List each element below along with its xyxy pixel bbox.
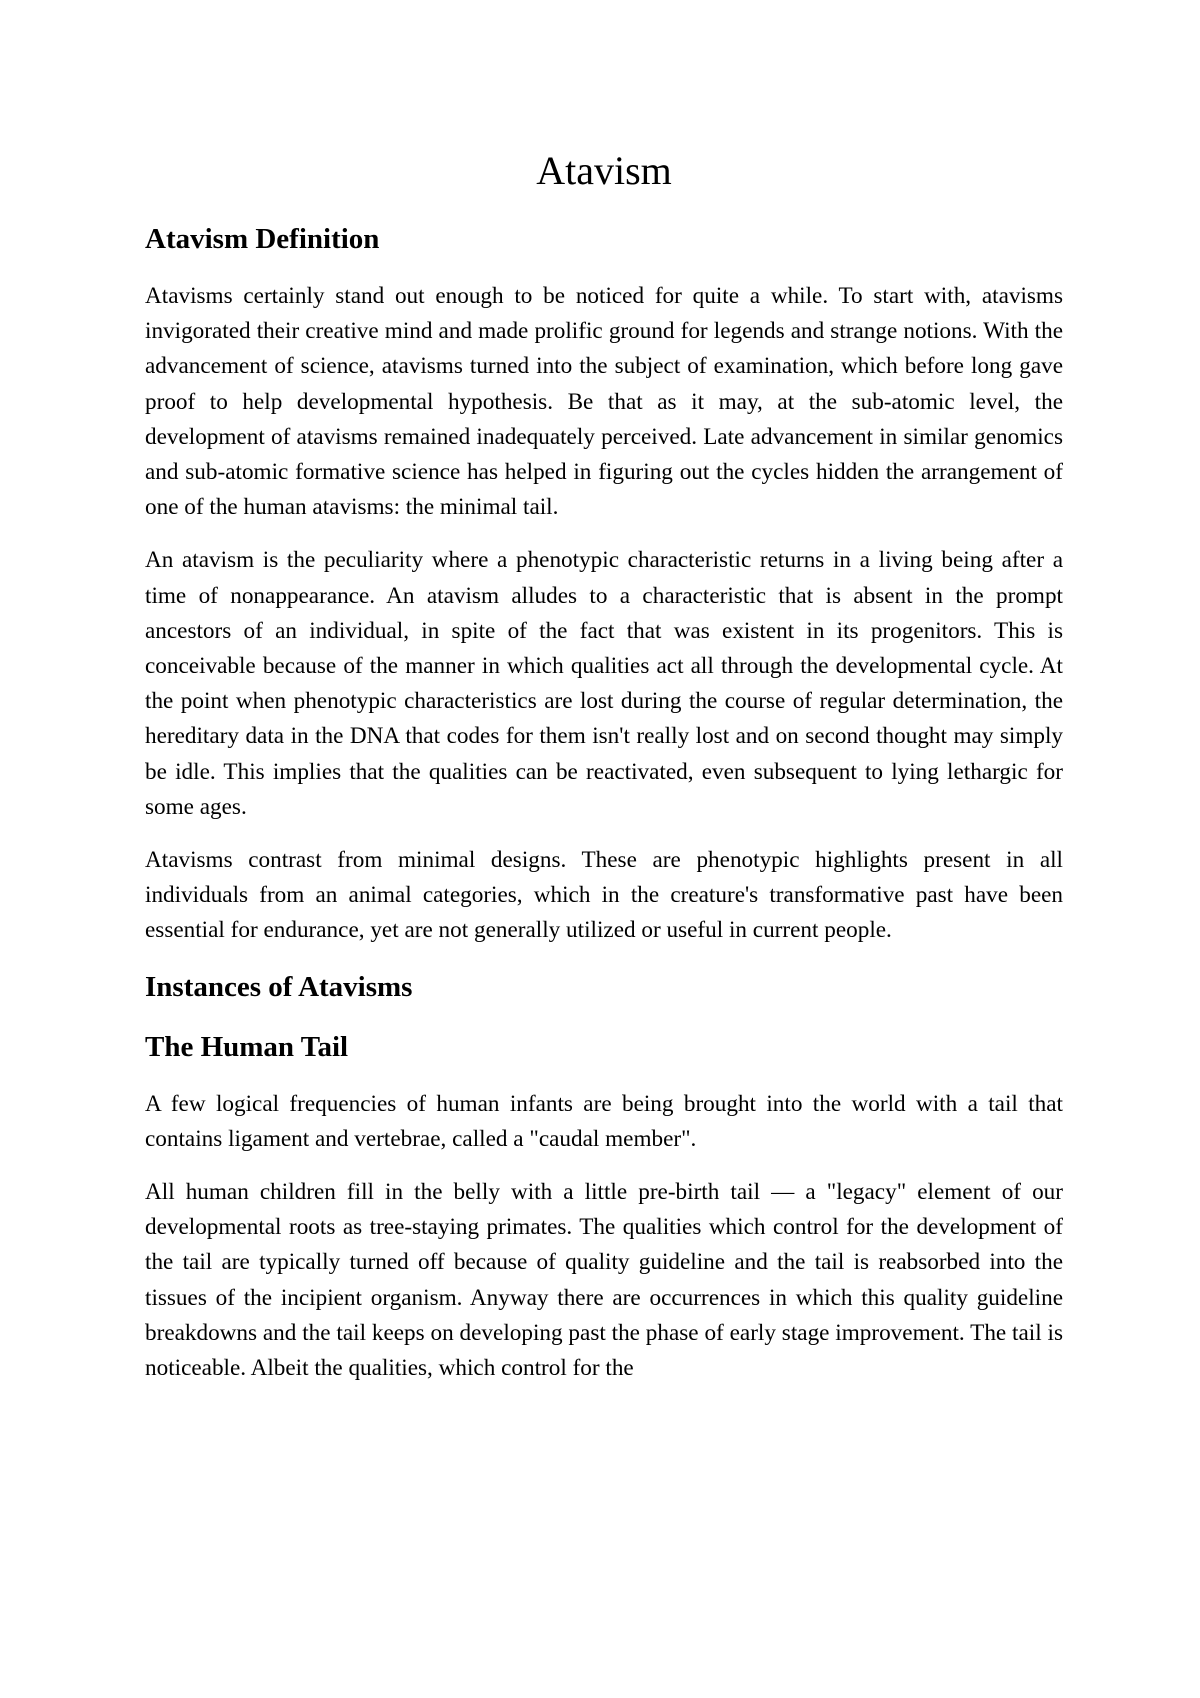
section-heading-atavism-definition: Atavism Definition <box>145 223 380 255</box>
section-heading-instances-of-atavisms: Instances of Atavisms <box>145 970 413 1003</box>
section-heading-the-human-tail: The Human Tail <box>145 1030 349 1063</box>
paragraph: Atavisms certainly stand out enough to be noticed for quite a while. To start with, atavisms invigorated their creative mind and made prolific ground for legends and strange notions. With the advancement of science, atavisms turned into the subject of examination, which before long gave proof to help developmental hypothesis. Be that as it may, at the sub-atomic level, the development of atavisms remained inadequately perceived. Late advancement in similar genomics and sub-atomic formative science has helped in figuring out the cycles hidden the arrangement of one of the human atavisms: the minimal tail. <box>145 283 1063 521</box>
paragraph: An atavism is the peculiarity where a phenotypic characteristic returns in a living being after a time of nonappearance. An atavism alludes to a characteristic that is absent in the prompt ancestors of an individual, in spite of the fact that was existent in its progenitors. This is conceivable because of the manner in which qualities act all through the developmental cycle. At the point when phenotypic characteristics are lost during the course of regular determination, the hereditary data in the DNA that codes for them isn't really lost and on second thought may simply be idle. This implies that the qualities can be reactivated, even subsequent to lying lethargic for some ages. <box>145 547 1063 820</box>
paragraph: Atavisms contrast from minimal designs. These are phenotypic highlights present in all individuals from an animal categories, which in the creature's transformative past have been essential for endurance, yet are not generally utilized or useful in current people. <box>145 847 1063 944</box>
paragraph: A few logical frequencies of human infants are being brought into the world with a tail that contains ligament and vertebrae, called a "caudal member". <box>145 1090 1063 1152</box>
document-page <box>145 145 1063 1404</box>
document-title: Atavism <box>536 148 672 193</box>
paragraph: All human children fill in the belly with a little pre-birth tail — a "legacy" element of our developmental roots as tree-staying primates. The qualities which control for the development of the tail are typically turned off because of quality guideline and the tail is reabsorbed into the tissues of the incipient organism. Anyway there are occurrences in which this quality guideline breakdowns and the tail keeps on developing past the phase of early stage improvement. The tail is noticeable. Albeit the qualities, which control for the <box>145 1179 1063 1382</box>
